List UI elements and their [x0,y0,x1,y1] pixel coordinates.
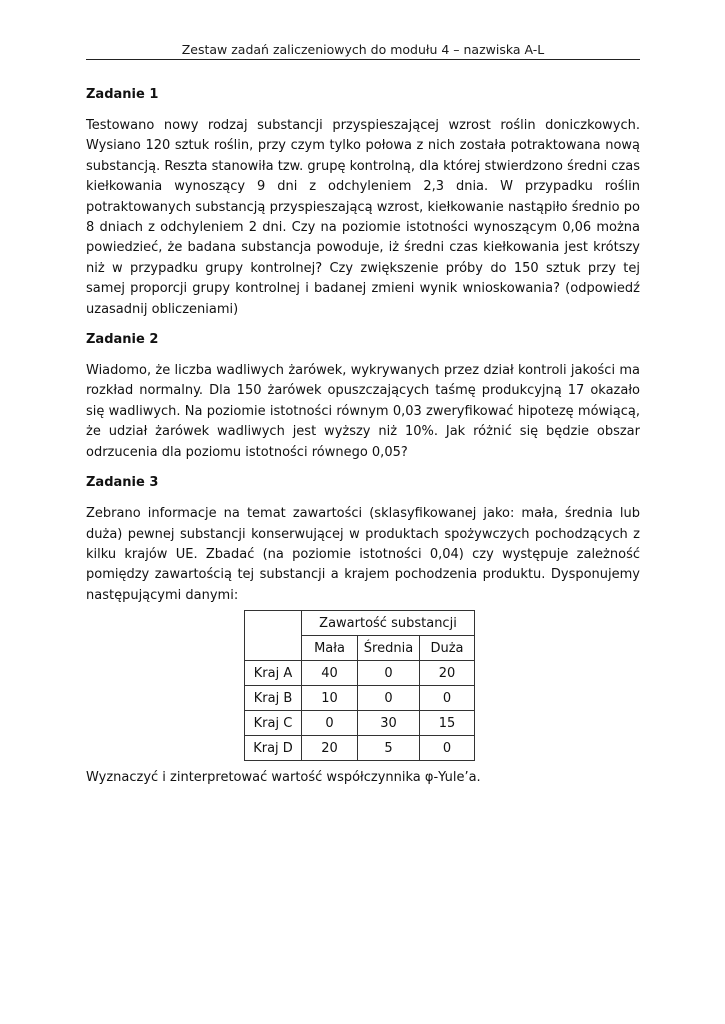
page-header: Zestaw zadań zaliczeniowych do modułu 4 – nazwiska A-L [181,42,545,57]
row-label: Kraj C [245,711,302,736]
substance-table [244,610,475,761]
row-label: Kraj D [245,736,302,761]
task-3-question: Wyznaczyć i zinterpretować wartość współczynnika φ-Yule’a. [86,770,481,786]
column-header-mala: Mała [302,636,358,661]
header-divider [86,59,640,60]
column-header-srednia: Średnia [358,636,420,661]
table-corner-cell [245,611,302,661]
table-cell: 40 [302,661,358,686]
row-label: Kraj B [245,686,302,711]
table-cell: 0 [358,661,420,686]
column-header-duza: Duża [420,636,475,661]
table-cell: 30 [358,711,420,736]
document-content [86,85,640,789]
table-cell: 0 [302,711,358,736]
table-row [245,711,475,736]
table-cell: 15 [420,711,475,736]
row-label: Kraj A [245,661,302,686]
task-1-title: Zadanie 1 [86,87,159,102]
table-cell: 20 [302,736,358,761]
table-cell: 0 [420,686,475,711]
table-cell: 20 [420,661,475,686]
table-group-header: Zawartość substancji [302,611,475,636]
task-3-text: Zebrano informacje na temat zawartości (sklasyfikowanej jako: mała, średnia lub duża) pewnej substancji konserwującej w produktach spożywczych pochodzących z kilku krajów UE. Zbadać (na poziomie istotności 0,04) czy występuje zależność pomiędzy zawartością tej substancji a krajem pochodzenia produktu. Dysponujemy następującymi danymi: [86,506,640,603]
task-1-text: Testowano nowy rodzaj substancji przyspieszającej wzrost roślin doniczkowych. Wysiano 120 sztuk roślin, przy czym tylko połowa z nich została potraktowana nową substancją. Reszta stanowiła tzw. grupę kontrolną, dla której stwierdzono średni czas kiełkowania wynoszący 9 dni z odchyleniem 2,3 dnia. W przypadku roślin potraktowanych substancją przyspieszającą wzrost, kiełkowanie nastąpiło średnio po 8 dniach z odchyleniem 2 dni. Czy na poziomie istotności wynoszącym 0,06 można powiedzieć, że badana substancja powoduje, iż średni czas kiełkowania jest krótszy niż w przypadku grupy kontrolnej? Czy zwiększenie próby do 150 sztuk przy tej samej proporcji grupy kontrolnej i badanej zmieni wynik wnioskowania? (odpowiedź uzasadnij obliczeniami) [86,118,640,317]
task-2-text: Wiadomo, że liczba wadliwych żarówek, wykrywanych przez dział kontroli jakości ma rozkład normalny. Dla 150 żarówek opuszczających taśmę produkcyjną 17 okazało się wadliwych. Na poziomie istotności równym 0,03 zweryfikować hipotezę mówiącą, że udział żarówek wadliwych jest wyższy niż 10%. Jak różnić się będzie obszar odrzucenia dla poziomu istotności równego 0,05? [86,363,640,460]
table-cell: 5 [358,736,420,761]
table-cell: 0 [420,736,475,761]
table-row [245,661,475,686]
task-3-title: Zadanie 3 [86,475,159,491]
task-2-title: Zadanie 2 [86,332,159,348]
table-row [245,686,475,711]
table-cell: 0 [358,686,420,711]
table-cell: 10 [302,686,358,711]
table-row [245,736,475,761]
table-header-row [245,611,475,636]
